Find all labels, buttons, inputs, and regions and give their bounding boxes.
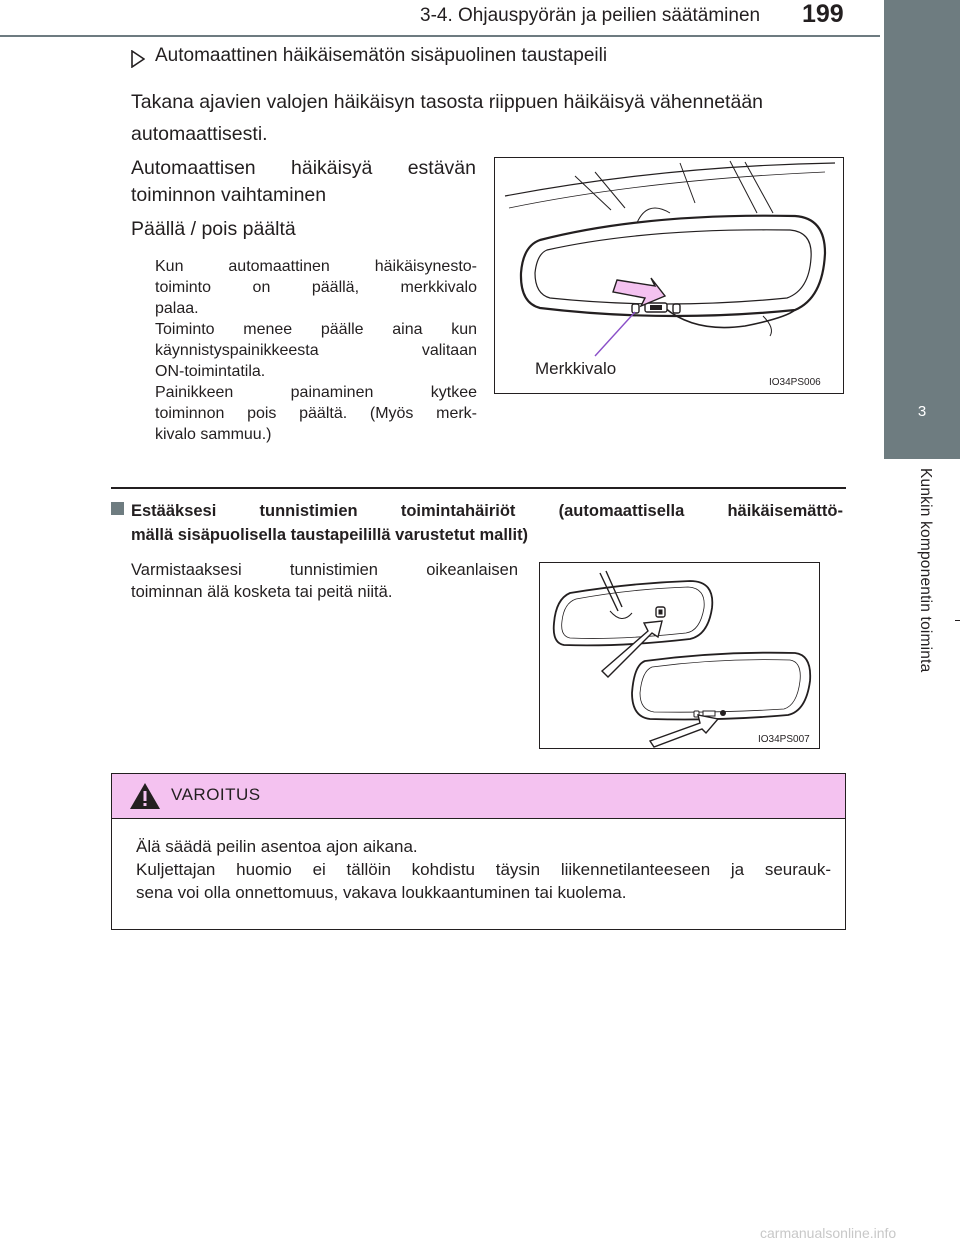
switch-heading-line2: toiminnon vaihtaminen — [131, 184, 327, 206]
description-line: toiminnon pois päältä. (Myös merk- — [155, 405, 477, 422]
figure-code: IO34PS006 — [769, 377, 821, 388]
description-line: Kun automaattinen häikäisynesto- — [155, 258, 477, 275]
bullet-triangle-icon — [131, 50, 145, 68]
indicator-description — [155, 256, 477, 445]
section-rule — [111, 487, 846, 489]
on-off-label: Päällä / pois päältä — [131, 218, 296, 240]
warning-title: VAROITUS — [171, 785, 261, 804]
warning-text — [136, 835, 831, 904]
description-line: kivalo sammuu.) — [155, 426, 272, 443]
sensor-section-heading — [131, 499, 843, 547]
heading-line: mällä sisäpuolisella taustapeilillä varustetut mallit) — [131, 526, 529, 544]
sensor-section-body — [131, 559, 518, 603]
side-tab-chapter-title: Kunkin komponentin toiminta — [917, 468, 934, 673]
sensor-illustration — [540, 563, 819, 748]
description-line: käynnistyspainikkeesta valitaan — [155, 342, 477, 359]
topic-intro: Takana ajavien valojen häikäisyn tasosta riippuen häikäisyä vähennetään automaattisesti. — [131, 91, 764, 145]
side-tab-tick — [955, 620, 960, 621]
warning-line: Älä säädä peilin asentoa ajon aikana. — [136, 837, 418, 856]
figure-code: IO34PS007 — [758, 734, 810, 745]
switch-heading-line1: Automaattisen häikäisyä estävän — [131, 157, 476, 179]
warning-header — [112, 774, 845, 819]
heading-line: Estääksesi tunnistimien toimintahäiriöt (automaattisella häikäisemättö- — [131, 502, 843, 520]
header-rule — [0, 35, 880, 37]
warning-box — [111, 773, 846, 930]
body-line: toiminnan älä kosketa tai peitä niitä. — [131, 583, 393, 601]
section-square-icon — [111, 502, 124, 515]
side-tab-chapter-number: 3 — [884, 382, 960, 459]
description-line: palaa. — [155, 300, 199, 317]
side-tab-band — [884, 0, 960, 382]
footer-watermark: carmanualsonline.info — [760, 1225, 897, 1241]
indicator-callout-label: Merkkivalo — [535, 359, 617, 378]
mirror-indicator-figure — [494, 157, 844, 394]
warning-line: sena voi olla onnettomuus, vakava loukkaantuminen tai kuolema. — [136, 883, 627, 902]
topic-title: Automaattinen häikäisemätön sisäpuolinen taustapeili — [155, 45, 608, 66]
running-header-title: 3-4. Ohjauspyörän ja peilien säätäminen — [420, 5, 761, 26]
mirror-illustration — [495, 158, 843, 393]
description-line: Toiminto menee päälle aina kun — [155, 321, 477, 338]
mirror-sensor-figure — [539, 562, 820, 749]
warning-line: Kuljettajan huomio ei tällöin kohdistu täysin liikennetilanteeseen ja seurauk- — [136, 860, 831, 879]
body-line: Varmistaaksesi tunnistimien oikeanlaisen — [131, 561, 518, 579]
warning-triangle-icon — [128, 781, 162, 811]
description-line: toiminto on päällä, merkkivalo — [155, 279, 477, 296]
description-line: ON-toimintatila. — [155, 363, 266, 380]
page-number: 199 — [802, 0, 844, 28]
description-line: Painikkeen painaminen kytkee — [155, 384, 477, 401]
